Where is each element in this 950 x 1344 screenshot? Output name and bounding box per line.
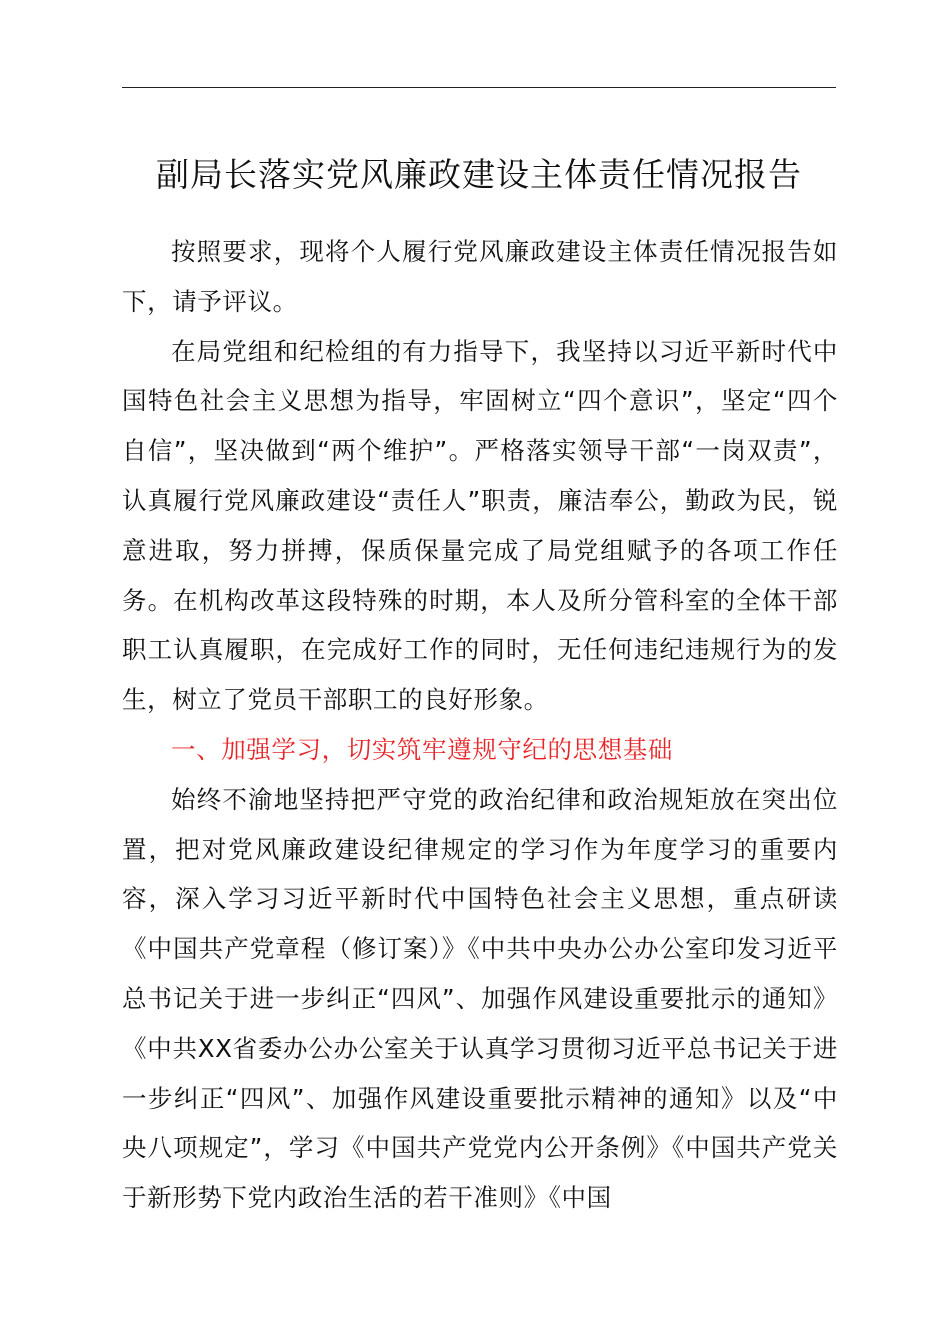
section-1-paragraph: 始终不渝地坚持把严守党的政治纪律和政治规矩放在突出位置，把对党风廉政建设纪律规定的学习作为年度学习的重要内容，深入学习习近平新时代中国特色社会主义思想，重点研读《中国共产党章程（修订案）》《中共中央办公办公室印发习近平总书记关于进一步纠正“四风”、加强作风建设重要批示的通知》《中共XX省委办公办公室关于认真学习贯彻习近平总书记关于进一步纠正“四风”、加强作风建设重要批示精神的通知》以及“中央八项规定”，学习《中国共产党党内公开条例》《中国共产党关于新形势下党内政治生活的若干准则》《中国: [122, 784, 838, 1213]
summary-paragraph: 在局党组和纪检组的有力指导下，我坚持以习近平新时代中国特色社会主义思想为指导，牢固树立“四个意识”，坚定“四个自信”，坚决做到“两个维护”。严格落实领导干部“一岗双责”，认真履行党风廉政建设“责任人”职责，廉洁奉公，勤政为民，锐意进取，努力拼搏，保质保量完成了局党组赋予的各项工作任务。在机构改革这段特殊的时期，本人及所分管科室的全体干部职工认真履职，在完成好工作的同时，无任何违纪违规行为的发生，树立了党员干部职工的良好形象。: [122, 336, 838, 715]
section-heading-1: 一、加强学习，切实筑牢遵规守纪的思想基础: [171, 734, 673, 764]
document-title: 副局长落实党风廉政建设主体责任情况报告: [156, 155, 802, 194]
document-body: [122, 227, 838, 1223]
intro-paragraph: 按照要求，现将个人履行党风廉政建设主体责任情况报告如下，请予评议。: [122, 237, 838, 316]
header-rule: [122, 87, 836, 88]
